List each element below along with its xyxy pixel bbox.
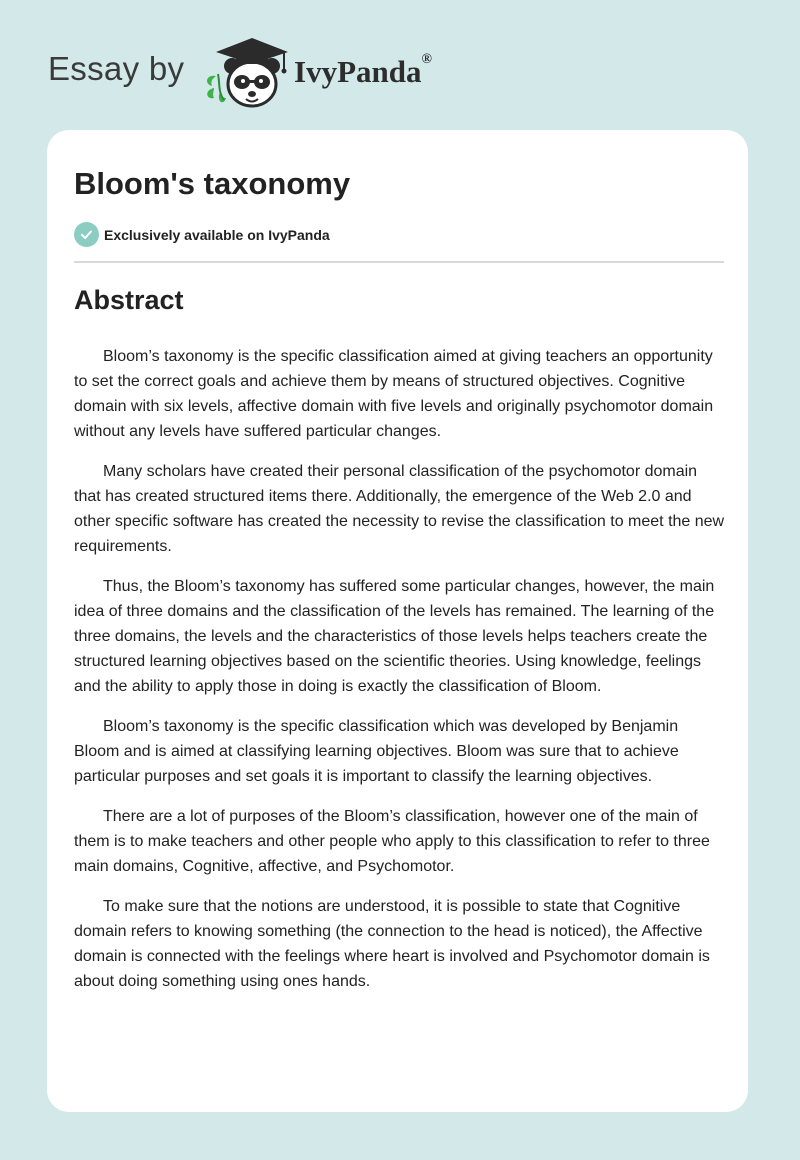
site-header [48,34,548,114]
divider [74,261,724,263]
brand-text: IvyPanda [294,54,422,89]
paragraph: Bloom’s taxonomy is the specific classification aimed at giving teachers an opportunity to set the correct goals and achieve them by means of structured objectives. Cognitive domain with six levels, affective domain with five levels and originally psychomotor domain without any levels have suffered particular changes. [74,348,714,440]
paragraph: Many scholars have created their personal classification of the psychomotor domain that has created structured items there. Additionally, the emergence of the Web 2.0 and other specific software has created the necessity to revise the classification to meet the new requirements. [74,463,725,555]
paragraph: To make sure that the notions are understood, it is possible to state that Cognitive domain refers to knowing something (the connection to the head is noticed), the Affective domain is connected with the feelings where heart is involved and Psychomotor domain is about doing something using ones hands. [74,898,710,990]
essay-card [47,130,748,1112]
exclusive-badge [74,222,330,247]
badge-label: Exclusively available on IvyPanda [104,226,330,243]
paragraph: Bloom’s taxonomy is the specific classification which was developed by Benjamin Bloom and is aimed at classifying learning objectives. Bloom was sure that to achieve particular purposes and set goals it is important to classify the learning objectives. [74,718,679,785]
page-title: Bloom's taxonomy [74,166,351,201]
paragraph: Thus, the Bloom’s taxonomy has suffered some particular changes, however, the main idea of three domains and the classification of the levels has remained. The learning of the three domains, the levels and the characteristics of those levels helps teachers create the structured learning objectives based on the scientific theories. Using knowledge, feelings and the ability to apply those in doing is exactly the classification of Bloom. [74,578,715,695]
panda-graduate-icon[interactable] [202,34,294,110]
section-heading: Abstract [74,285,184,315]
check-circle-icon [74,222,99,247]
paragraph: There are a lot of purposes of the Bloom’s classification, however one of the main of them is to make teachers and other people who apply to this classification to refer to three main domains, Cognitive, affective, and Psychomotor. [74,808,710,875]
registered-mark: ® [421,52,432,67]
brand-name[interactable] [294,54,432,90]
essay-by-label: Essay by [48,50,185,87]
abstract-body [74,344,726,1009]
